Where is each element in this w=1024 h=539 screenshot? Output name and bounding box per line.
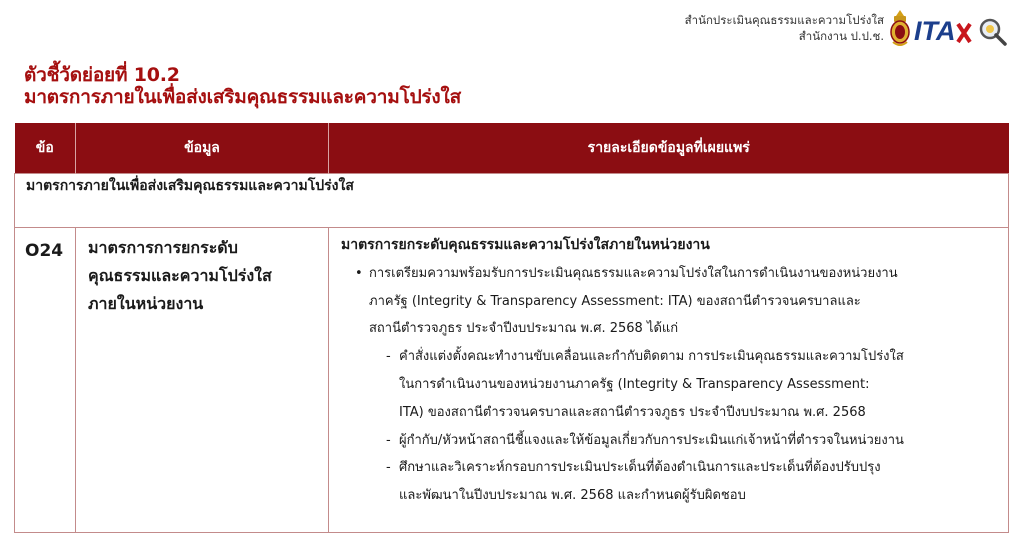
column-header-number: ข้อ [15, 123, 76, 174]
organization-name [685, 12, 884, 44]
organization-line-2: สำนักงาน ป.ป.ช. [798, 29, 884, 43]
title-line-1: ตัวชี้วัดย่อยที่ 10.2 [24, 64, 180, 86]
list-item [386, 454, 998, 510]
list-item [355, 260, 998, 343]
emblem-icon [888, 8, 912, 48]
itax-logo-icon [914, 14, 1008, 46]
information-table [14, 123, 1009, 533]
page-title [24, 64, 461, 108]
list-item [386, 343, 998, 426]
bullet-line: สถานีตำรวจภูธร ประจำปีงบประมาณ พ.ศ. 2568 ได้แก่ [369, 321, 679, 337]
list-item [386, 427, 998, 455]
item-name-line: คุณธรรมและความโปร่งใส [88, 266, 272, 285]
sub-item-line: ในการดำเนินงานของหน่วยงานภาครัฐ (Integrity & Transparency Assessment: [399, 376, 870, 392]
sub-item-line: และพัฒนาในปีงบประมาณ พ.ศ. 2568 และกำหนดผู้รับผิดชอบ [399, 488, 746, 504]
dash-icon: - [386, 349, 391, 365]
sub-item-line: ผู้กำกับ/หัวหน้าสถานีชี้แจงและให้ข้อมูลเกี่ยวกับการประเมินแก่เจ้าหน้าที่ตำรวจในหน่วยงาน [399, 432, 904, 448]
dash-icon: - [386, 432, 391, 448]
table-header-row [15, 123, 1009, 174]
bullet-icon: • [355, 265, 363, 281]
item-details [329, 228, 1009, 533]
item-code: O24 [15, 228, 76, 533]
title-line-2: มาตรการภายในเพื่อส่งเสริมคุณธรรมและความโปร่งใส [24, 86, 461, 108]
item-name-line: มาตรการการยกระดับ [88, 238, 238, 257]
table-row [15, 228, 1009, 533]
table-section-row [15, 174, 1009, 228]
magnifier-icon [981, 20, 1005, 44]
itax-logo-text: ITA [914, 16, 956, 46]
organization-line-1: สำนักประเมินคุณธรรมและความโปร่งใส [684, 13, 884, 27]
bullet-line: ภาครัฐ (Integrity & Transparency Assessment: ITA) ของสถานีตำรวจนครบาลและ [369, 293, 861, 309]
sub-item-line: คำสั่งแต่งตั้งคณะทำงานขับเคลื่อนและกำกับติดตาม การประเมินคุณธรรมและความโปร่งใส [399, 349, 904, 365]
sub-item-line: ITA) ของสถานีตำรวจนครบาลและสถานีตำรวจภูธร ประจำปีงบประมาณ พ.ศ. 2568 [399, 404, 866, 420]
bullet-line: การเตรียมความพร้อมรับการประเมินคุณธรรมและความโปร่งใสในการดำเนินงานของหน่วยงาน [369, 265, 898, 281]
column-header-item: ข้อมูล [76, 123, 329, 174]
item-name-line: ภายในหน่วยงาน [88, 294, 204, 313]
item-name [76, 228, 329, 533]
detail-bullet-list [341, 260, 998, 343]
sub-item-line: ศึกษาและวิเคราะห์กรอบการประเมินประเด็นที่ต้องดำเนินการและประเด็นที่ต้องปรับปรุง [399, 460, 881, 476]
detail-sub-list [341, 343, 998, 510]
column-header-details: รายละเอียดข้อมูลที่เผยแพร่ [329, 123, 1009, 174]
section-label: มาตรการภายในเพื่อส่งเสริมคุณธรรมและความโปร่งใส [15, 174, 1009, 228]
dash-icon: - [386, 460, 391, 476]
detail-heading: มาตรการยกระดับคุณธรรมและความโปร่งใสภายในหน่วยงาน [341, 237, 710, 253]
